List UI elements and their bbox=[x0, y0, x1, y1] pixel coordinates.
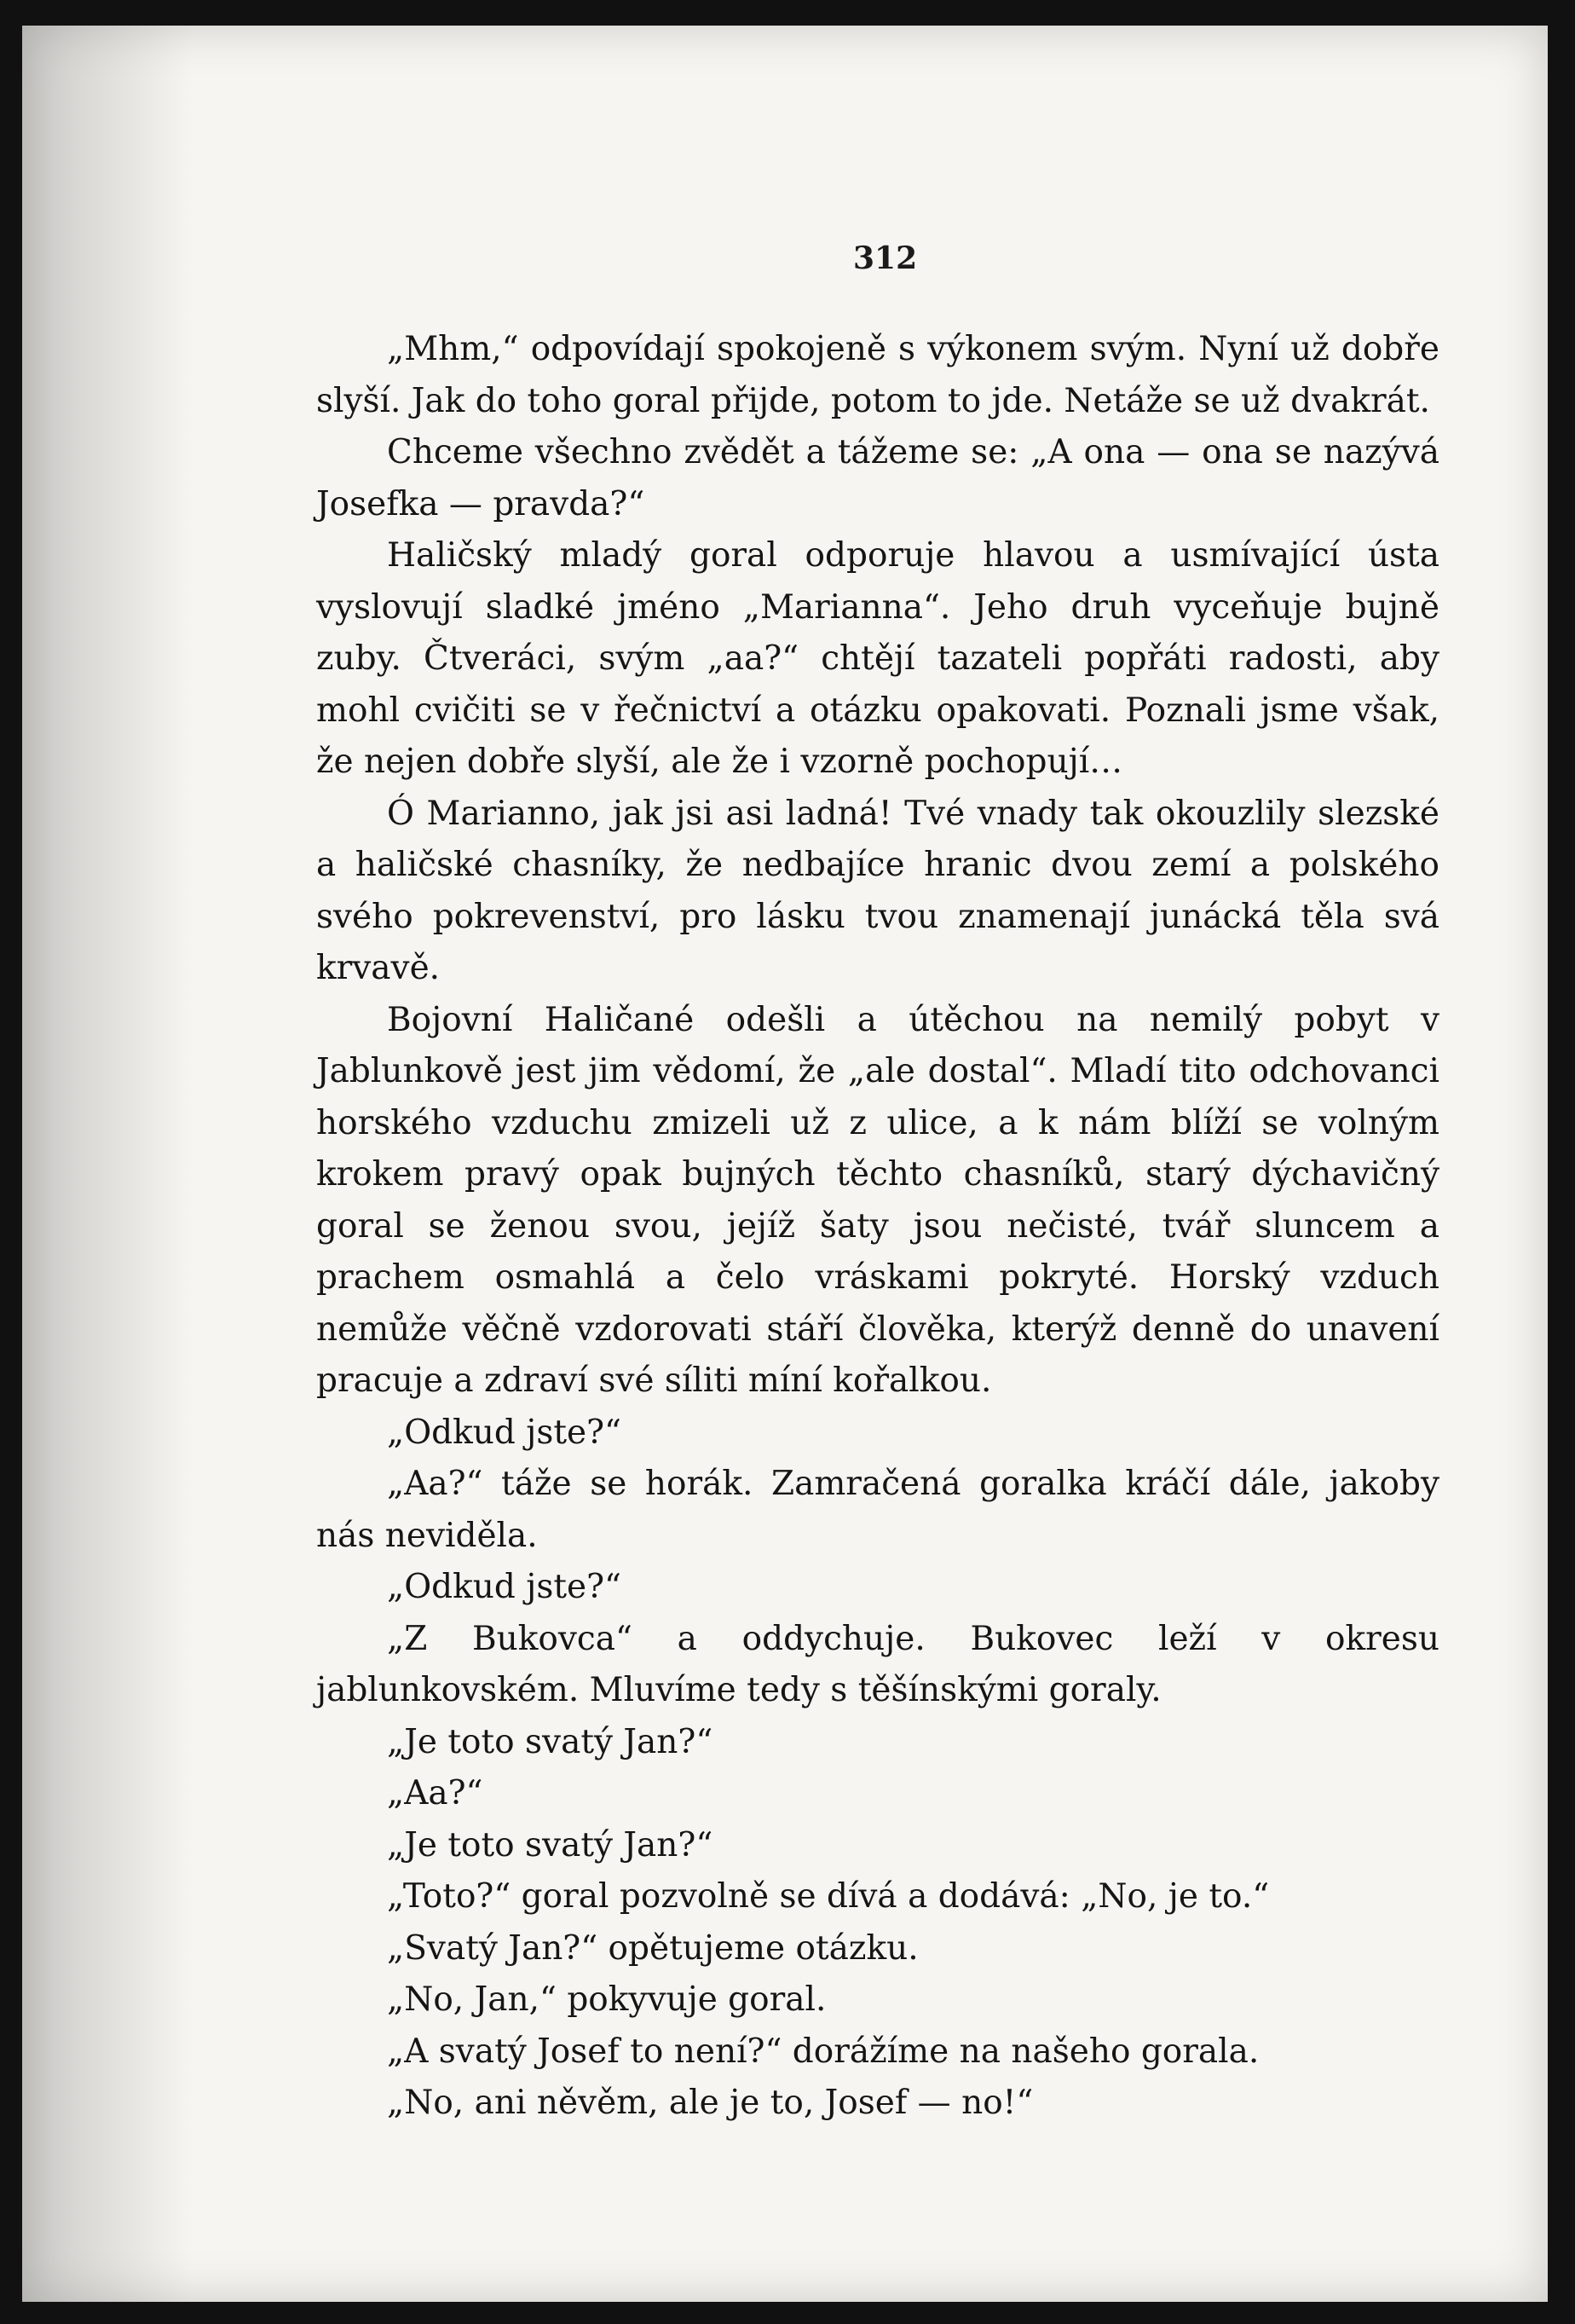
paragraph: „Je toto svatý Jan?“ bbox=[387, 1825, 713, 1864]
paragraph: „Aa?“ bbox=[387, 1774, 483, 1812]
paragraph: „No, Jan,“ pokyvuje goral. bbox=[387, 1980, 827, 2019]
book-page bbox=[22, 26, 1548, 2302]
page-number: 312 bbox=[853, 240, 918, 276]
paragraph: „Toto?“ goral pozvolně se dívá a dodává: „No, je to.“ bbox=[387, 1877, 1270, 1916]
page-shadow bbox=[22, 26, 193, 2302]
paragraph: „Z Bukovca“ a oddychuje. Bukovec leží v okresu jablunkovském. Mluvíme tedy s těšínskými goraly. bbox=[316, 1619, 1439, 1709]
paragraph: Ó Marianno, jak jsi asi ladná! Tvé vnady tak okouzlily slezské a haličské chasníky, že nedbajíce hranic dvou zemí a polského svého pokrevenství, pro lásku tvou znamenají junácká těla svá krvavě. bbox=[316, 794, 1439, 987]
paragraph: Bojovní Haličané odešli a útěchou na nemilý pobyt v Jablunkově jest jim vědomí, že „ale dostal“. Mladí tito odchovanci horského vzduchu zmizeli už z ulice, a k nám blíží se volným krokem pravý opak bujných těchto chasníků, starý dýchavičný goral se ženou svou, jejíž šaty jsou nečisté, tvář sluncem a prachem osmahlá a čelo vráskami pokryté. Horský vzduch nemůže věčně vzdorovati stáří člověka, kterýž denně do unavení pracuje a zdraví své síliti míní kořalkou. bbox=[316, 1000, 1439, 1400]
paragraph: „Mhm,“ odpovídají spokojeně s výkonem svým. Nyní už dobře slyší. Jak do toho goral přijde, potom to jde. Netáže se už dvakrát. bbox=[316, 330, 1439, 420]
paragraph: „No, ani něvěm, ale je to, Josef — no!“ bbox=[387, 2084, 1034, 2122]
paragraph: „Svatý Jan?“ opětujeme otázku. bbox=[387, 1928, 919, 1968]
paragraph: Haličský mladý goral odporuje hlavou a usmívající ústa vyslovují sladké jméno „Marianna“. Jeho druh vyceňuje bujně zuby. Čtveráci, svým „aa?“ chtějí tazateli popřáti radosti, aby mohl cvičiti se v řečnictví a otázku opakovati. Poznali jsme však, že nejen dobře slyší, ale že i vzorně pochopují… bbox=[316, 536, 1439, 781]
paragraph: „A svatý Josef to není?“ dorážíme na našeho gorala. bbox=[387, 2032, 1260, 2071]
paragraph: „Je toto svatý Jan?“ bbox=[387, 1722, 713, 1761]
body-text bbox=[316, 324, 1439, 2130]
paragraph: „Odkud jste?“ bbox=[387, 1413, 621, 1452]
paragraph: „Aa?“ táže se horák. Zamračená goralka kráčí dále, jakoby nás neviděla. bbox=[316, 1465, 1439, 1555]
paragraph: „Odkud jste?“ bbox=[387, 1568, 621, 1606]
paragraph: Chceme všechno zvědět a tážeme se: „A ona — ona se nazývá Josefka — pravda?“ bbox=[316, 433, 1439, 523]
